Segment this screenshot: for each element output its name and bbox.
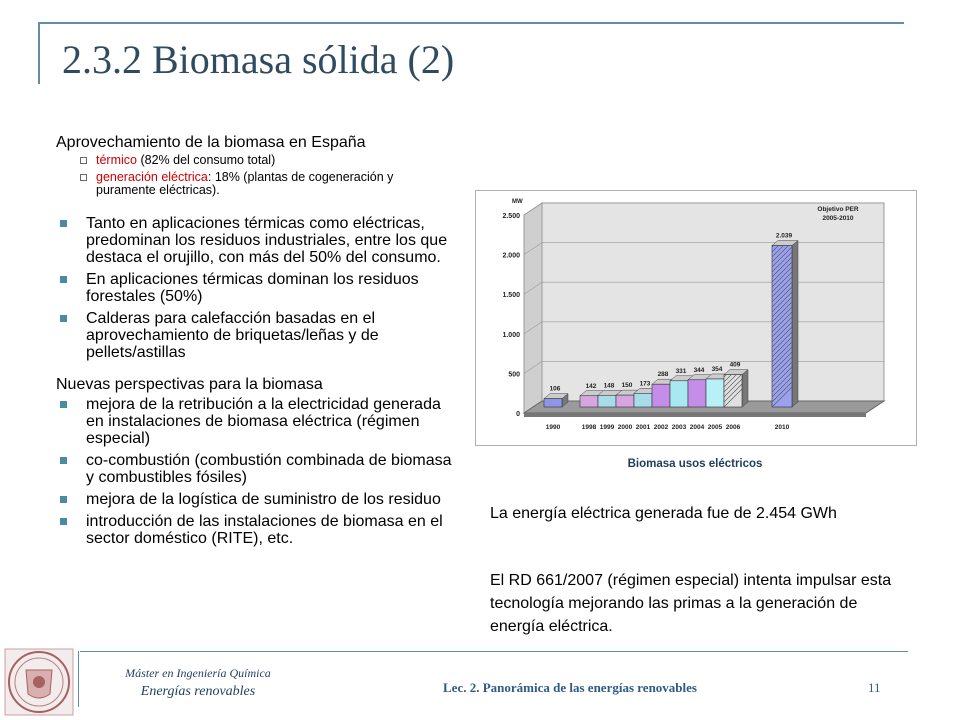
data-label: 331 xyxy=(675,367,687,375)
sub-item-termico-key: térmico xyxy=(96,153,137,167)
bullet-biomasa-text: Calderas para calefacción basadas en el aprovechamiento de briquetas/leñas y de pellets/astillas xyxy=(86,310,379,361)
bar xyxy=(616,395,634,407)
bar xyxy=(580,396,598,407)
biomass-electric-chart xyxy=(476,191,916,445)
square-bullet-icon xyxy=(60,276,67,283)
chart-annotation: Objetivo PER xyxy=(817,206,859,213)
energy-generated-text: La energía eléctrica generada fue de 2.454 GWh xyxy=(490,505,837,522)
bar xyxy=(652,384,670,407)
data-label: 344 xyxy=(693,366,705,374)
title-accent-horizontal xyxy=(38,22,904,24)
sub-item-generacion xyxy=(72,171,456,197)
y-tick-label: 0 xyxy=(516,411,520,418)
bar xyxy=(670,381,688,407)
x-tick-label: 2005 xyxy=(707,424,723,431)
square-bullet-icon xyxy=(60,496,67,503)
sub-item-termico xyxy=(72,154,456,167)
y-tick-label: 1.500 xyxy=(502,292,520,300)
bar-side xyxy=(792,241,798,407)
slide-title: 2.3.2 Biomasa sólida (2) xyxy=(62,37,455,82)
sub-item-generacion-text: : 18% (plantas de cogeneración y puramente eléctricas). xyxy=(96,170,394,197)
bar xyxy=(598,395,616,407)
x-tick-label: 2001 xyxy=(635,424,651,431)
square-bullet-icon xyxy=(60,518,67,525)
data-label: 354 xyxy=(711,365,723,373)
y-tick-label: 2.500 xyxy=(502,213,520,220)
bar xyxy=(688,380,706,407)
title-accent-vertical xyxy=(38,22,40,84)
data-label: 2.039 xyxy=(775,232,793,240)
bullet-perspectiva-item xyxy=(56,513,456,547)
data-label: 148 xyxy=(603,382,615,390)
bullet-perspectiva-item xyxy=(56,396,456,447)
bullet-perspectiva-text: mejora de la logística de suministro de los residuo xyxy=(86,491,441,508)
x-tick-label: 2000 xyxy=(617,424,633,431)
y-axis-unit-label: MW xyxy=(512,199,523,205)
heading-aprovechamiento: Aprovechamiento de la biomasa en España xyxy=(56,134,366,151)
x-tick-label: 2006 xyxy=(725,424,741,431)
data-label: 142 xyxy=(585,382,597,390)
y-tick-label: 500 xyxy=(508,371,520,379)
bullet-perspectiva-text: co-combustión (combustión combinada de biomasa y combustibles fósiles) xyxy=(86,452,452,486)
bar xyxy=(544,399,562,407)
bar xyxy=(706,379,724,407)
bullet-perspectiva-text: mejora de la retribución a la electricidad generada en instalaciones de biomasa eléctrica (régimen especial) xyxy=(86,396,441,447)
chart-caption: Biomasa usos eléctricos xyxy=(627,458,763,470)
sub-item-termico-text: (82% del consumo total) xyxy=(136,153,276,167)
data-label: 106 xyxy=(549,385,561,393)
x-tick-label: 1990 xyxy=(545,424,561,431)
bar xyxy=(634,393,652,407)
chart-floor-edge xyxy=(524,413,866,417)
bullet-perspectiva-item xyxy=(56,452,456,486)
bullet-perspectiva-text: introducción de las instalaciones de biomasa en el sector doméstico (RITE), etc. xyxy=(86,513,443,547)
data-label: 150 xyxy=(621,382,633,390)
square-bullet-icon xyxy=(60,315,67,322)
bullet-biomasa-item xyxy=(56,215,456,266)
square-bullet-icon xyxy=(60,457,67,464)
y-tick-label: 1.000 xyxy=(502,331,520,339)
square-bullet-icon xyxy=(60,401,67,408)
rd-661-text: El RD 661/2007 (régimen especial) intenta impulsar esta tecnología mejorando las primas a la generación de energía eléctrica. xyxy=(490,572,892,635)
hollow-square-bullet-icon xyxy=(80,174,87,181)
heading-nuevas-perspectivas: Nuevas perspectivas para la biomasa xyxy=(56,376,323,393)
y-tick-label: 2.000 xyxy=(502,252,520,260)
left-column xyxy=(56,134,456,552)
x-tick-label: 1998 xyxy=(581,424,597,431)
bullet-perspectiva-item xyxy=(56,491,456,508)
bar-side xyxy=(742,370,748,407)
x-tick-label: 2004 xyxy=(689,424,705,431)
chart-side-wall xyxy=(524,203,542,413)
footer-divider-vertical xyxy=(78,651,79,707)
footer-course: Energías renovables xyxy=(140,684,256,699)
university-seal-icon xyxy=(4,648,74,716)
square-bullet-icon xyxy=(60,220,67,227)
bullet-biomasa-text: Tanto en aplicaciones térmicas como eléctricas, predominan los residuos industriales, entre los que destaca el orujillo, con más del 50% del consumo. xyxy=(86,215,448,266)
x-tick-label: 1999 xyxy=(599,424,615,431)
footer-master: Máster en Ingeniería Química xyxy=(125,666,271,680)
sub-item-generacion-key: generación eléctrica xyxy=(96,170,208,184)
x-tick-label: 2010 xyxy=(774,424,790,431)
bullet-biomasa-item xyxy=(56,310,456,361)
footer-divider xyxy=(80,651,908,652)
chart-panel xyxy=(475,190,917,446)
x-tick-label: 2002 xyxy=(653,424,669,431)
footer-lecture: Lec. 2. Panorámica de las energías renovables xyxy=(443,680,697,695)
data-label: 173 xyxy=(639,380,651,388)
bullet-biomasa-text: En aplicaciones térmicas dominan los residuos forestales (50%) xyxy=(86,271,419,305)
hollow-square-bullet-icon xyxy=(80,157,87,164)
x-tick-label: 2003 xyxy=(671,424,687,431)
page-number: 11 xyxy=(868,680,881,695)
data-label: 409 xyxy=(729,361,741,369)
data-label: 288 xyxy=(657,371,669,379)
bullet-biomasa-item xyxy=(56,271,456,305)
chart-annotation: 2005-2010 xyxy=(822,215,854,222)
